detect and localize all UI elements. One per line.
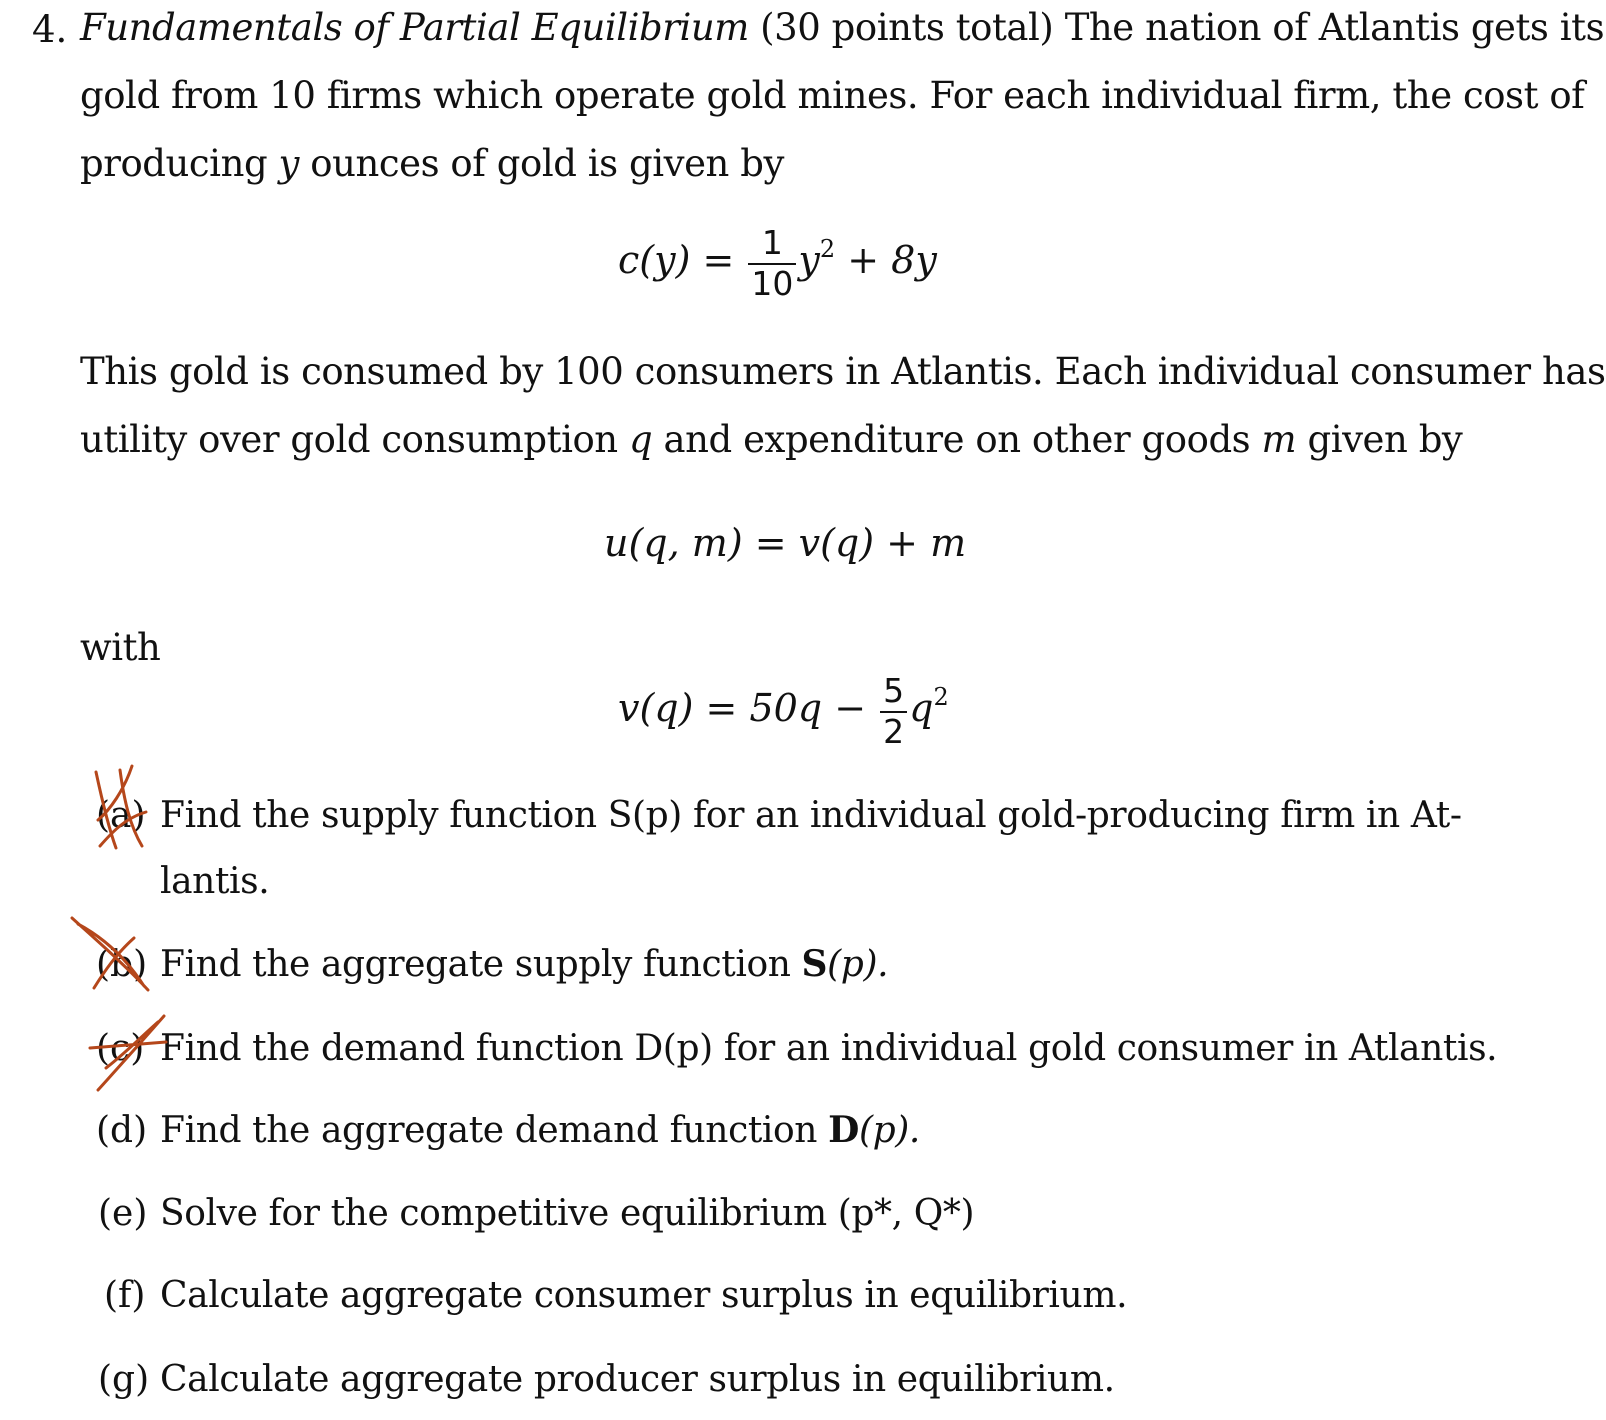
intro-line-3-b: ounces of gold is given by: [310, 142, 784, 185]
cost-y: y: [798, 238, 820, 283]
strikeout-mark-a: [80, 760, 160, 860]
item-b-bold: S: [801, 943, 828, 985]
para2-line-1: This gold is consumed by 100 consumers in Atlantis. Each individual consumer has: [80, 350, 1606, 393]
strikeout-mark-b: [64, 908, 164, 998]
strikeout-mark-c: [86, 1008, 176, 1098]
cost-equation: [618, 223, 937, 303]
item-g-label: (g): [98, 1359, 150, 1400]
var-q: q: [628, 418, 653, 461]
item-c-label: (c): [96, 1028, 145, 1069]
para2-b: and expenditure on other goods: [663, 418, 1251, 461]
item-d-text-a: Find the aggregate demand function: [160, 1110, 829, 1151]
item-e-label: (e): [98, 1193, 148, 1234]
cost-tail: + 8y: [847, 238, 937, 283]
v-exp: 2: [933, 683, 949, 712]
item-a-label: (a): [96, 795, 146, 836]
item-b-text-b: (p).: [827, 944, 889, 985]
cost-frac-num: 1: [761, 223, 783, 262]
item-d-text-b: (p).: [858, 1110, 920, 1151]
cost-lhs: c(y) =: [618, 238, 735, 283]
item-c-text: Find the demand function D(p) for an individual gold consumer in Atlantis.: [160, 1028, 1498, 1069]
with-label: with: [80, 626, 161, 669]
cost-fraction: [748, 223, 796, 303]
item-f-text: Calculate aggregate consumer surplus in equilibrium.: [160, 1275, 1128, 1316]
para2-line-2: [80, 420, 1462, 461]
cost-frac-den: 10: [751, 263, 794, 303]
v-q: q: [909, 686, 934, 731]
v-fraction: [880, 671, 907, 751]
intro-line-2: gold from 10 firms which operate gold mines. For each individual firm, the cost of: [80, 74, 1585, 117]
item-d-label: (d): [96, 1110, 148, 1151]
intro-line-3: [80, 144, 784, 185]
v-frac-num: 5: [883, 671, 905, 710]
problem-points: (30 points total): [760, 6, 1054, 49]
var-m: m: [1261, 418, 1297, 461]
problem-title: Fundamentals of Partial Equilibrium: [80, 6, 749, 49]
item-a-text-cont: lantis.: [160, 861, 270, 902]
item-g-text: Calculate aggregate producer surplus in equilibrium.: [160, 1359, 1115, 1400]
problem-number: 4.: [32, 8, 68, 51]
v-lhs: v(q) = 50q −: [618, 686, 867, 731]
v-equation: [618, 671, 949, 751]
item-f-label: (f): [104, 1275, 146, 1316]
item-e-text: Solve for the competitive equilibrium (p*, Q*): [160, 1193, 975, 1234]
item-b-text-a: Find the aggregate supply function: [160, 944, 802, 985]
para2-c: given by: [1307, 418, 1463, 461]
item-a-text: Find the supply function S(p) for an individual gold-producing firm in At-: [160, 795, 1462, 836]
para2-a: utility over gold consumption: [80, 418, 618, 461]
var-y: y: [278, 142, 299, 185]
v-frac-den: 2: [883, 711, 905, 751]
intro-line-3-a: producing: [80, 142, 268, 185]
item-b-text: [160, 945, 888, 985]
problem-header-line: [80, 8, 1604, 49]
cost-exp: 2: [819, 235, 836, 264]
item-d-bold: D: [828, 1109, 859, 1151]
intro-line-1: The nation of Atlantis gets its: [1064, 6, 1605, 49]
item-d-text: [160, 1111, 920, 1151]
item-b-label: (b): [96, 944, 148, 985]
utility-equation: u(q, m) = v(q) + m: [604, 521, 967, 565]
